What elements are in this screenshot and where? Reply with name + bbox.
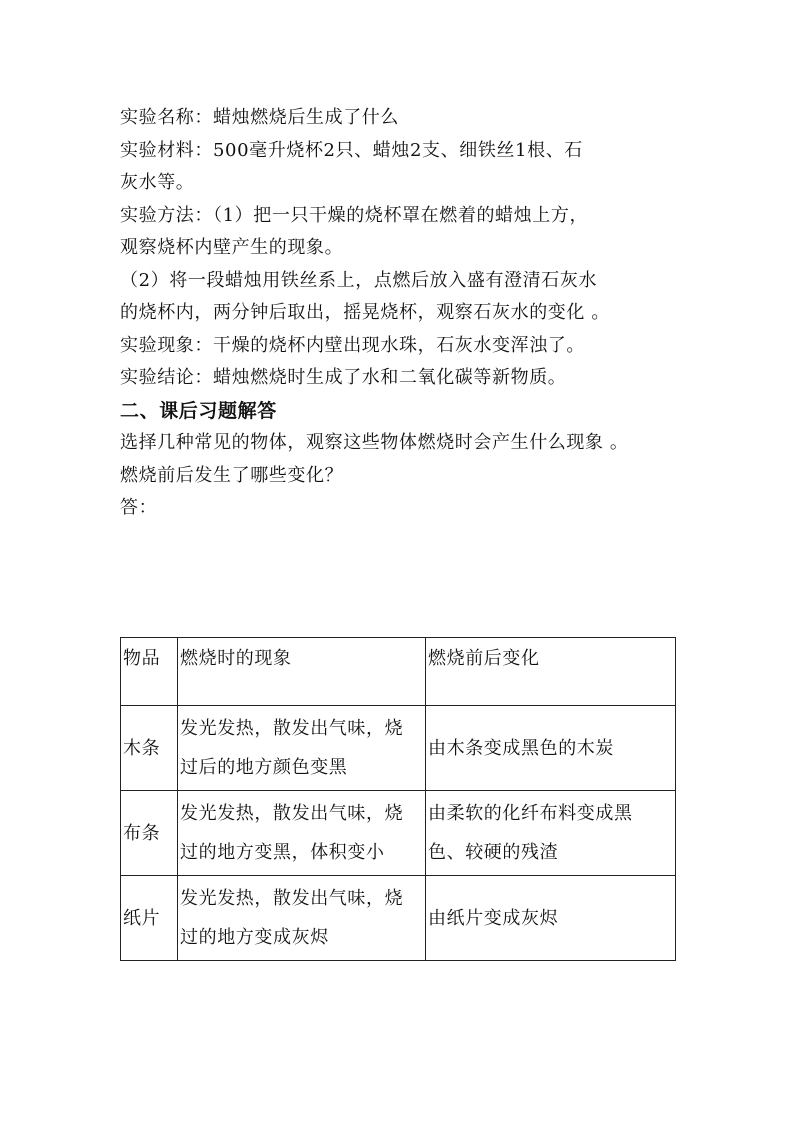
table-cell-item: 布条: [121, 791, 178, 876]
table-cell-change: [426, 876, 676, 961]
table-header-cell: 物品: [121, 638, 178, 706]
experiment-method-line-3: （2）将一段蜡烛用铁丝系上，点燃后放入盛有澄清石灰水: [120, 269, 598, 291]
cell-text-line: 过的地方变成灰烬: [180, 927, 329, 948]
cell-text-line: 过后的地方颜色变黑: [180, 757, 348, 778]
cell-text-line: 发光发热，散发出气味，烧: [180, 803, 404, 824]
experiment-conclusion: 实验结论：蜡烛燃烧时生成了水和二氧化碳等新物质。: [120, 367, 567, 388]
table-header-row: [121, 638, 676, 706]
cell-text-line: 色、较硬的残渣: [428, 842, 559, 863]
experiment-materials-line-2: 灰水等。: [120, 172, 195, 193]
table-header-cell: 燃烧前后变化: [426, 638, 676, 706]
table-cell-phenomenon: [178, 791, 426, 876]
experiment-name: 实验名称：蜡烛燃烧后生成了什么: [120, 107, 399, 128]
table-row: [121, 876, 676, 961]
table-header-cell: 燃烧时的现象: [178, 638, 426, 706]
section-heading: 二、课后习题解答: [120, 399, 277, 422]
experiment-method-line-1: 实验方法：（1）把一只干燥的烧杯罩在燃着的蜡烛上方，: [120, 204, 589, 226]
cell-text-line: 由木条变成黑色的木炭: [428, 737, 614, 759]
cell-text-line: 由纸片变成灰烬: [428, 907, 559, 929]
experiment-method-line-2: 观察烧杯内壁产生的现象。: [120, 237, 344, 258]
table-cell-change: [426, 791, 676, 876]
question-line-2: 燃烧前后发生了哪些变化？: [120, 464, 344, 486]
table-row: [121, 791, 676, 876]
experiment-method-line-4: 的烧杯内，两分钟后取出，摇晃烧杯，观察石灰水的变化 。: [120, 302, 610, 323]
experiment-materials-line-1: 实验材料：500毫升烧杯2只、蜡烛2支、细铁丝1根、石: [120, 139, 583, 161]
document-body: [120, 102, 680, 525]
cell-text-line: 发光发热，散发出气味，烧: [180, 718, 404, 739]
table-cell-change: [426, 706, 676, 791]
results-table: [120, 637, 676, 961]
answer-label: 答：: [120, 497, 158, 518]
table-cell-item: 纸片: [121, 876, 178, 961]
cell-text-line: 发光发热，散发出气味，烧: [180, 888, 404, 909]
cell-text-line: 过的地方变黑，体积变小: [180, 842, 385, 863]
table-cell-item: 木条: [121, 706, 178, 791]
table-cell-phenomenon: [178, 876, 426, 961]
table-row: [121, 706, 676, 791]
experiment-phenomenon: 实验现象：干燥的烧杯内壁出现水珠，石灰水变浑浊了。: [120, 334, 585, 356]
cell-text-line: 由柔软的化纤布料变成黑: [428, 803, 633, 824]
question-line-1: 选择几种常见的物体，观察这些物体燃烧时会产生什么现象 。: [120, 432, 629, 453]
table-cell-phenomenon: [178, 706, 426, 791]
